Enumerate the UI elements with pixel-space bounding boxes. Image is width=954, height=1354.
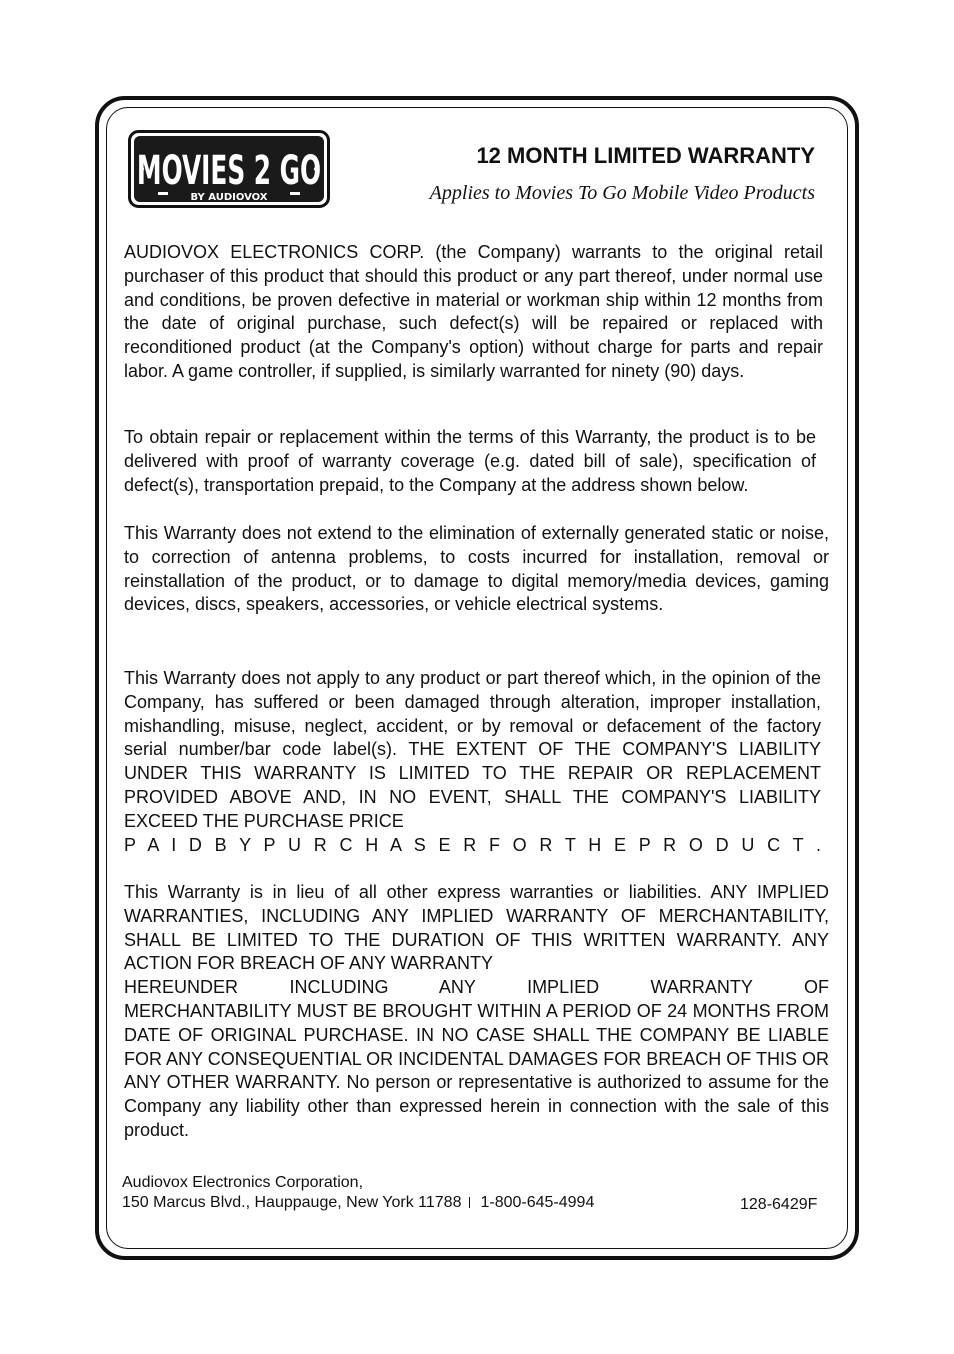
street-address: 150 Marcus Blvd., Hauppauge, New York 11788 bbox=[122, 1194, 462, 1211]
company-address-line bbox=[122, 1194, 594, 1212]
movies-2-go-logo bbox=[128, 130, 330, 208]
implied-text-c: MERCHANTABILITY MUST BE BROUGHT WITHIN A PERIOD OF 24 MONTHS FROM DATE OF ORIGINAL PURCHASE. IN NO CASE SHALL THE COMPANY BE LIABLE FOR ANY CONSEQUENTIAL OR INCIDENTAL DAMAGES FOR BREACH OF THIS OR ANY OTHER WARRANTY. No person or representative is authorized to assume for the Company any liability other than expressed herein in connection with the sale of this product. bbox=[124, 1000, 829, 1140]
implied-text-a: This Warranty is in lieu of all other express warranties or liabilities. ANY IMPLIED WARRANTIES, INCLUDING ANY IMPLIED WARRANTY OF MERCHANTABILITY, SHALL BE LIMITED TO THE DURATION OF THIS WRITTEN WARRANTY. ANY ACTION FOR BREACH OF ANY WARRANTY bbox=[124, 882, 829, 974]
limitations-last-line: P A I D B Y P U R C H A S E R F O R T H E P R O D U C T . bbox=[124, 834, 821, 855]
paragraph-coverage: AUDIOVOX ELECTRONICS CORP. (the Company) warrants to the original retail purchaser of this product that should this product or any part thereof, under normal use and conditions, be proven defective in material or workman ship within 12 months from the date of original purchase, such defect(s) will be repaired or replaced with reconditioned product (at the Company's option) without charge for parts and repair labor. A game controller, if supplied, is similarly warranted for ninety (90) days. bbox=[124, 242, 823, 381]
svg-text:BY AUDIOVOX: BY AUDIOVOX bbox=[190, 192, 268, 203]
implied-text-b: HEREUNDER INCLUDING ANY IMPLIED WARRANTY OF bbox=[124, 977, 829, 998]
warranty-subtitle: Applies to Movies To Go Mobile Video Products bbox=[429, 182, 815, 204]
svg-text:MOVIES 2 GO: MOVIES 2 GO bbox=[136, 146, 322, 194]
separator bbox=[469, 1197, 470, 1208]
phone-number: 1-800-645-4994 bbox=[480, 1194, 595, 1211]
limitations-text: This Warranty does not apply to any product or part thereof which, in the opinion of the Company, has suffered or been damaged through alteration, improper installation, mishandling, misuse, neglect, accident, or by removal or defacement of the factory serial number/bar code label(s). THE EXTENT OF THE COMPANY'S LIABILITY UNDER THIS WARRANTY IS LIMITED TO THE REPAIR OR REPLACEMENT PROVIDED ABOVE AND, IN NO EVENT, SHALL THE COMPANY'S LIABILITY EXCEED THE PURCHASE PRICE bbox=[124, 668, 821, 831]
company-name: Audiovox Electronics Corporation, bbox=[122, 1174, 364, 1191]
document-code: 128-6429F bbox=[740, 1196, 818, 1213]
paragraph-limitations bbox=[124, 667, 821, 857]
warranty-title: 12 MONTH LIMITED WARRANTY bbox=[476, 143, 815, 168]
paragraph-implied-warranties bbox=[124, 881, 829, 1143]
paragraph-exclusions: This Warranty does not extend to the elimination of externally generated static or noise, to correction of antenna problems, to costs incurred for installation, removal or reinstallation of the product, or to damage to digital memory/media devices, gaming devices, discs, speakers, accessories, or vehicle electrical systems. bbox=[124, 523, 829, 615]
paragraph-obtain-repair: To obtain repair or replacement within the terms of this Warranty, the product is to be delivered with proof of warranty coverage (e.g. dated bill of sale), specification of defect(s), transportation prepaid, to the Company at the address shown below. bbox=[124, 427, 816, 495]
